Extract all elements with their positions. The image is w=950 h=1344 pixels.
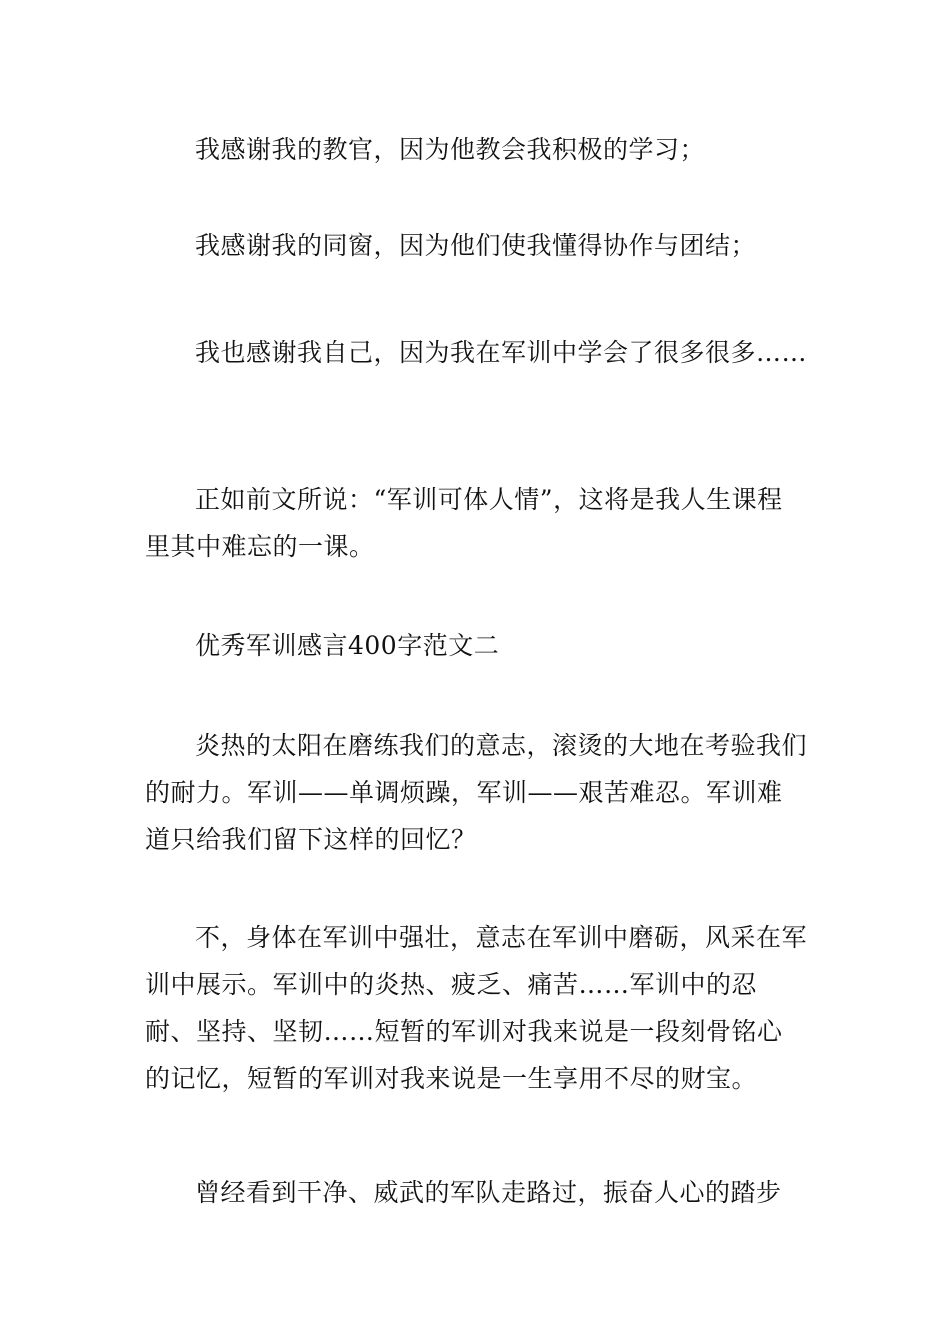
paragraph-army-march: 曾经看到干净、威武的军队走路过，振奋人心的踏步 [195,1178,782,1207]
paragraph-thanks-instructor: 我感谢我的教官，因为他教会我积极的学习； [195,135,706,164]
paragraph-thanks-classmates: 我感谢我的同窗，因为他们使我懂得协作与团结； [195,231,757,260]
section-heading: 优秀军训感言400字范文二 [195,631,500,660]
paragraph-conclusion: 正如前文所说：“军训可体人情”，这将是我人生课程里其中难忘的一课。 [145,485,783,561]
paragraph-thanks-self: 我也感谢我自己，因为我在军训中学会了很多很多…… [195,338,808,367]
paragraph-hot-sun: 炎热的太阳在磨练我们的意志，滚烫的大地在考验我们的耐力。军训——单调烦躁，军训——艰苦难忍。军训难道只给我们留下这样的回忆？ [145,731,808,854]
paragraph-body-strong: 不，身体在军训中强壮，意志在军训中磨砺，风采在军训中展示。军训中的炎热、疲乏、痛苦……军训中的忍耐、坚持、坚韧……短暂的军训对我来说是一段刻骨铭心的记忆，短暂的军训对我来说是一生享用不尽的财宝。 [145,923,808,1093]
